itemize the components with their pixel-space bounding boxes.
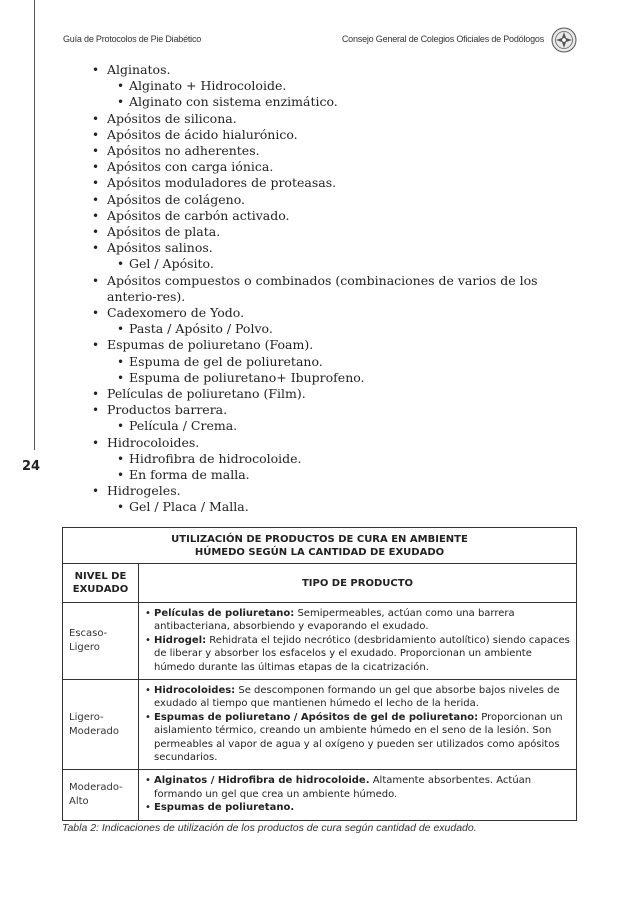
list-item xyxy=(92,273,582,305)
table-caption: Tabla 2: Indicaciones de utilización de los productos de cura según cantidad de exudado. xyxy=(62,822,477,834)
bullet-icon: • xyxy=(145,711,151,723)
list-item xyxy=(92,386,582,402)
nivel-cell: Ligero-Moderado xyxy=(63,680,139,770)
list-item-text: Apósitos de silicona. xyxy=(107,110,237,126)
list-item-text: Apósitos no adherentes. xyxy=(107,143,260,159)
bullet-icon: • xyxy=(92,192,100,207)
list-item-text: Alginato + Hidrocoloide. xyxy=(129,78,287,94)
product-description: Altamente absorbentes. Actúan formando un gel que crea un ambiente húmedo. xyxy=(154,775,532,800)
margin-rule xyxy=(34,0,35,450)
product-description: Se descomponen formando un gel que absorbe bajos niveles de exudado al tiempo que mantienen húmedo el lecho de la herida. xyxy=(154,685,560,710)
list-item xyxy=(92,354,582,370)
table-row xyxy=(63,770,577,820)
product-description: Rehidrata el tejido necrótico (desbridamiento autolítico) siendo capaces de liberar y absorber los esfacelos y el exudado. Proporcionan un ambiente húmedo durante las últimas etapas de la cicatrización. xyxy=(154,634,570,673)
list-item xyxy=(92,78,582,94)
bullet-icon: • xyxy=(117,370,125,385)
product-name: Alginatos / Hidrofibra de hidrocoloide. xyxy=(154,775,370,787)
list-item xyxy=(92,127,582,143)
bullet-icon: • xyxy=(92,63,100,77)
list-item xyxy=(92,256,582,272)
tipo-cell xyxy=(139,603,577,680)
list-item xyxy=(92,208,582,224)
list-item-text: Hidrogeles. xyxy=(107,483,181,499)
bullet-icon: • xyxy=(92,208,100,223)
product-item xyxy=(145,634,570,674)
list-item-text: Apósitos moduladores de proteasas. xyxy=(107,175,337,191)
list-item-text: Pasta / Apósito / Polvo. xyxy=(129,321,273,337)
list-item-text: Cadexomero de Yodo. xyxy=(107,305,245,321)
list-item-text: Película / Crema. xyxy=(129,418,238,434)
product-item xyxy=(145,711,570,765)
bullet-icon: • xyxy=(145,608,151,619)
bullet-icon: • xyxy=(92,435,100,450)
tipo-cell xyxy=(139,680,577,770)
list-item xyxy=(92,435,582,451)
list-item xyxy=(92,143,582,159)
list-item-text: Espumas de poliuretano (Foam). xyxy=(107,337,314,353)
list-item-text: Apósitos de carbón activado. xyxy=(107,207,290,223)
bullet-icon: • xyxy=(92,241,100,256)
bullet-icon: • xyxy=(92,176,100,191)
list-item-text: Películas de poliuretano (Film). xyxy=(107,386,306,402)
bullet-icon: • xyxy=(92,387,100,402)
list-item xyxy=(92,337,582,353)
list-item xyxy=(92,451,582,467)
list-item xyxy=(92,224,582,240)
product-description: Proporcionan un aislamiento térmico, creando un ambiente húmedo en el seno de la lesión. Son permeables al vapor de agua y al oxígeno y pueden ser utilizados como apósitos secundarios. xyxy=(154,711,563,764)
table-body xyxy=(63,603,577,821)
bullet-icon: • xyxy=(145,685,151,697)
list-item xyxy=(92,240,582,256)
list-item xyxy=(92,402,582,418)
list-item-text: Hidrocoloides. xyxy=(107,434,200,450)
bullet-icon: • xyxy=(92,225,100,240)
list-item xyxy=(92,62,582,78)
product-item xyxy=(145,774,570,801)
list-item xyxy=(92,321,582,337)
list-item xyxy=(92,467,582,483)
list-item xyxy=(92,483,582,499)
list-item-text: Espuma de poliuretano+ Ibuprofeno. xyxy=(129,369,365,385)
bullet-icon: • xyxy=(92,160,100,175)
nivel-cell: Escaso-Ligero xyxy=(63,603,139,680)
list-item-text: Apósitos compuestos o combinados (combinaciones de varios de los anterio-res). xyxy=(107,272,538,304)
list-item-text: Gel / Placa / Malla. xyxy=(129,499,249,515)
bullet-icon: • xyxy=(92,273,100,288)
list-item-text: Espuma de gel de poliuretano. xyxy=(129,353,323,369)
bullet-icon: • xyxy=(92,111,100,126)
list-item-text: En forma de malla. xyxy=(129,467,250,483)
bullet-icon: • xyxy=(117,79,125,94)
product-item xyxy=(145,801,570,814)
list-item xyxy=(92,94,582,110)
bullet-icon: • xyxy=(92,144,100,159)
list-item-text: Productos barrera. xyxy=(107,402,228,418)
bullet-icon: • xyxy=(117,500,125,515)
bullet-icon: • xyxy=(117,468,125,483)
column-header-tipo: TIPO DE PRODUCTO xyxy=(139,564,577,603)
tipo-cell xyxy=(139,770,577,820)
product-bullet-list xyxy=(92,62,582,516)
list-item-text: Alginatos. xyxy=(107,62,171,77)
bullet-icon: • xyxy=(117,257,125,272)
exudate-product-table xyxy=(62,527,577,821)
list-item xyxy=(92,111,582,127)
list-item-text: Hidrofibra de hidrocoloide. xyxy=(129,450,302,466)
bullet-icon: • xyxy=(117,322,125,337)
list-item-text: Apósitos de plata. xyxy=(107,224,221,240)
list-item xyxy=(92,499,582,515)
product-name: Películas de poliuretano: xyxy=(154,608,295,619)
product-name: Espumas de poliuretano / Apósitos de gel de poliuretano: xyxy=(154,711,479,723)
running-header-right: Consejo General de Colegios Oficiales de Podólogos xyxy=(341,34,544,44)
list-item-text: Apósitos de colágeno. xyxy=(107,191,245,207)
list-item-text: Apósitos con carga iónica. xyxy=(107,159,274,175)
list-item-text: Apósitos salinos. xyxy=(107,240,213,256)
council-emblem-icon xyxy=(551,27,577,53)
product-item xyxy=(145,684,570,711)
bullet-icon: • xyxy=(117,95,125,110)
product-name: Hidrogel: xyxy=(154,634,207,646)
column-header-nivel: NIVEL DE EXUDADO xyxy=(63,564,139,603)
bullet-icon: • xyxy=(145,634,151,646)
bullet-icon: • xyxy=(92,484,100,499)
running-header-left: Guía de Protocolos de Pie Diabético xyxy=(63,34,202,44)
nivel-cell: Moderado-Alto xyxy=(63,770,139,820)
list-item xyxy=(92,159,582,175)
list-item-text: Apósitos de ácido hialurónico. xyxy=(107,126,298,142)
list-item xyxy=(92,175,582,191)
table-row xyxy=(63,603,577,680)
list-item xyxy=(92,192,582,208)
product-item xyxy=(145,607,570,634)
list-item xyxy=(92,370,582,386)
bullet-icon: • xyxy=(117,354,125,369)
bullet-icon: • xyxy=(145,802,151,814)
list-item-text: Alginato con sistema enzimático. xyxy=(129,94,338,110)
product-name: Espumas de poliuretano. xyxy=(154,802,295,814)
bullet-icon: • xyxy=(92,306,100,321)
table-title: UTILIZACIÓN DE PRODUCTOS DE CURA EN AMBIENTE HÚMEDO SEGÚN LA CANTIDAD DE EXUDADO xyxy=(63,528,577,564)
bullet-icon: • xyxy=(117,451,125,466)
list-item xyxy=(92,305,582,321)
bullet-icon: • xyxy=(117,419,125,434)
table-row xyxy=(63,680,577,770)
bullet-icon: • xyxy=(92,403,100,418)
bullet-icon: • xyxy=(92,127,100,142)
bullet-icon: • xyxy=(92,338,100,353)
bullet-icon: • xyxy=(145,775,151,787)
product-description: Semipermeables, actúan como una barrera antibacteriana, absorbiendo y evaporando el exudado. xyxy=(154,608,515,633)
list-item xyxy=(92,418,582,434)
list-item-text: Gel / Apósito. xyxy=(129,256,214,272)
page-number: 24 xyxy=(22,459,41,474)
product-name: Hidrocoloides: xyxy=(154,685,236,697)
